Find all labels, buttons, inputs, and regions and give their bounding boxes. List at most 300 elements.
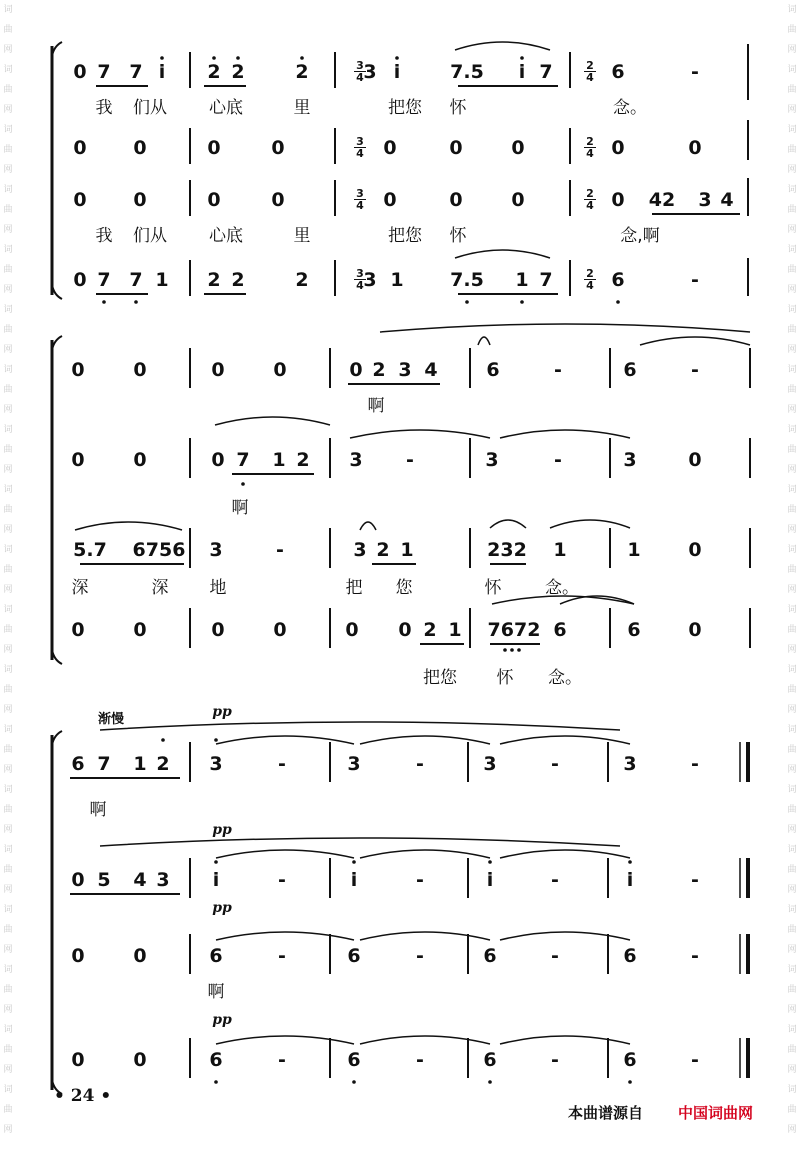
watermark-glyph: 词 [3,485,13,495]
watermark-glyph: 词 [3,845,13,855]
rest-note: 0 [71,945,85,967]
watermark-glyph: 曲 [787,325,797,335]
watermark-glyph: 网 [3,945,13,955]
watermark-glyph: 网 [3,405,13,415]
sustain-dash: - [691,1049,699,1071]
jianpu-note: 3 [209,539,223,561]
sustain-dash: - [276,539,284,561]
rest-note: 0 [71,869,85,891]
time-signature: 2 4 [584,268,596,291]
rest-note: 0 [133,189,147,211]
rest-note: 0 [273,619,287,641]
watermark-glyph: 网 [787,465,797,475]
rest-note: 0 [688,137,702,159]
rest-note: 0 [207,189,221,211]
watermark-glyph: 词 [3,725,13,735]
rest-note: 0 [383,189,397,211]
lyric: 里 [293,98,311,118]
watermark-glyph: 网 [787,1065,797,1075]
slur [75,522,182,530]
rest-note: 0 [688,449,702,471]
watermark-glyph: 词 [3,365,13,375]
lyric: 心底 [209,226,243,246]
sustain-dash: - [551,869,559,891]
lyric: 怀 [484,578,502,598]
bracket-hook [52,42,62,56]
watermark-glyph: 词 [3,65,13,75]
sustain-dash: - [551,1049,559,1071]
sustain-dash: - [416,945,424,967]
watermark-glyph: 网 [3,525,13,535]
watermark-glyph: 词 [3,605,13,615]
jianpu-note: 7 [539,269,553,291]
dynamic-pp: pp [212,1012,232,1028]
jianpu-note: 6 [347,945,361,967]
rest-note: 0 [71,1049,85,1071]
watermark-glyph: 词 [787,185,797,195]
watermark-glyph: 词 [787,905,797,915]
rest-note: 0 [211,449,225,471]
jianpu-note: 6 [623,359,637,381]
sustain-dash: - [416,869,424,891]
rest-note: 0 [345,619,359,641]
octave-dot [616,300,620,304]
page-number: • 24 • [54,1086,112,1106]
rest-note: 0 [133,137,147,159]
rest-note: 0 [133,449,147,471]
sustain-dash: - [278,869,286,891]
watermark-glyph: 网 [3,705,13,715]
jianpu-note: 3 [623,753,637,775]
watermark-glyph: 曲 [787,505,797,515]
sustain-dash: - [691,945,699,967]
watermark-glyph: 曲 [787,25,797,35]
sustain-dash: - [278,753,286,775]
source-site-link[interactable]: 中国词曲网 [678,1104,754,1122]
watermark-glyph: 网 [787,585,797,595]
watermark-glyph: 网 [3,345,13,355]
slur [500,850,630,858]
watermark-glyph: 曲 [787,745,797,755]
rest-note: 0 [211,619,225,641]
watermark-glyph: 曲 [787,565,797,575]
lyric: 念,啊 [620,226,660,246]
watermark-glyph: 曲 [3,505,13,515]
jianpu-note: 2 [207,61,221,83]
watermark-glyph: 词 [3,185,13,195]
slur [500,932,630,940]
watermark-glyph: 词 [787,725,797,735]
jianpu-note: 1 [553,539,567,561]
watermark-glyph: 网 [787,945,797,955]
jianpu-note: 2 [423,619,437,641]
jianpu-note: 3 [398,359,412,381]
jianpu-note: i [350,869,358,891]
lyric: 怀 [449,98,467,118]
dynamic-pp: pp [212,900,232,916]
lyric: 怀 [449,226,467,246]
octave-dot [520,56,524,60]
watermark-glyph: 曲 [3,445,13,455]
jianpu-note: i [486,869,494,891]
watermark-glyph: 网 [787,345,797,355]
slur [455,42,550,50]
octave-dot [488,1080,492,1084]
watermark-glyph: 曲 [787,625,797,635]
jianpu-note: 7672 [487,619,541,641]
slur [360,850,490,858]
watermark-glyph: 网 [787,405,797,415]
lyric: 把您 [388,226,422,246]
jianpu-note: 2 [207,269,221,291]
octave-dot [503,648,507,652]
rest-note: 0 [211,359,225,381]
sustain-dash: - [691,359,699,381]
watermark-glyph: 网 [787,765,797,775]
slur [478,337,490,345]
watermark-glyph: 曲 [3,565,13,575]
jianpu-note: 1 [448,619,462,641]
slur [490,520,526,528]
jianpu-note: 6756 [132,539,186,561]
jianpu-note: 2 [231,269,245,291]
watermark-glyph: 网 [3,885,13,895]
slur [100,722,620,730]
lyric: 我 [95,98,113,118]
rest-note: 0 [271,137,285,159]
watermark-glyph: 曲 [787,385,797,395]
slur [216,850,354,858]
watermark-glyph: 词 [787,125,797,135]
rest-note: 0 [511,137,525,159]
watermark-glyph: 曲 [3,685,13,695]
lyric: 心底 [209,98,243,118]
watermark-glyph: 网 [3,1125,13,1135]
lyric: 念。 [548,668,582,688]
watermark-glyph: 网 [787,885,797,895]
slur [100,838,620,846]
jianpu-note: 3 [209,753,223,775]
sustain-dash: - [691,269,699,291]
sustain-dash: - [278,945,286,967]
watermark-glyph: 网 [3,645,13,655]
jianpu-note: 6 [553,619,567,641]
jianpu-note: 1 [272,449,286,471]
watermark-glyph: 曲 [3,805,13,815]
rest-note: 0 [73,269,87,291]
jianpu-note: 4 [133,869,147,891]
watermark-glyph: 词 [3,905,13,915]
time-signature: 3 4 [354,136,366,159]
sustain-dash: - [554,359,562,381]
rest-note: 0 [271,189,285,211]
jianpu-note: 2 [295,269,309,291]
slur [215,417,330,425]
watermark-glyph: 曲 [3,1105,13,1115]
watermark-glyph: 词 [3,665,13,675]
jianpu-note: 3 [349,449,363,471]
watermark-glyph: 网 [787,45,797,55]
octave-dot [628,1080,632,1084]
time-signature: 3 4 [354,188,366,211]
lyric: 念。 [545,578,579,598]
watermark-glyph: 词 [787,1085,797,1095]
jianpu-note: i [393,61,401,83]
rest-note: 0 [688,619,702,641]
watermark-glyph: 曲 [787,925,797,935]
octave-dot [488,860,492,864]
watermark-glyph: 曲 [3,865,13,875]
jianpu-note: 7 [97,269,111,291]
time-signature: 2 4 [584,136,596,159]
watermark-glyph: 词 [3,965,13,975]
slur [360,1036,490,1044]
jianpu-note: 6 [611,269,625,291]
jianpu-note: 1 [133,753,147,775]
watermark-glyph: 曲 [787,805,797,815]
watermark-glyph: 网 [787,1125,797,1135]
watermark-glyph: 曲 [3,1045,13,1055]
sustain-dash: - [691,869,699,891]
jianpu-note: 6 [347,1049,361,1071]
watermark-glyph: 词 [3,125,13,135]
watermark-glyph: 网 [787,225,797,235]
watermark-glyph: 网 [3,105,13,115]
time-signature: 3 4 [354,60,366,83]
lyric: 深 [151,578,169,598]
watermark-glyph: 网 [3,465,13,475]
slur [360,522,376,530]
tempo-marking: 渐慢 [98,712,125,727]
rest-note: 0 [688,539,702,561]
sustain-dash: - [416,1049,424,1071]
jianpu-note: 3 [363,269,377,291]
slur [500,736,630,744]
jianpu-note: 3 [353,539,367,561]
sustain-dash: - [278,1049,286,1071]
lyrics-row-8: 啊 [207,982,225,1002]
jianpu-note: 7.5 [450,269,484,291]
rest-note: 0 [73,189,87,211]
jianpu-note: 6 [209,1049,223,1071]
watermark-glyph: 网 [3,165,13,175]
rest-note: 0 [133,359,147,381]
time-signature: 2 4 [584,188,596,211]
rest-note: 0 [398,619,412,641]
watermark-glyph: 词 [3,785,13,795]
jianpu-note: 6 [623,1049,637,1071]
lyric: 深 [71,578,89,598]
watermark-glyph: 网 [3,225,13,235]
dynamic-pp: pp [212,704,232,720]
jianpu-note: 2 [372,359,386,381]
slur [216,932,354,940]
watermark-glyph: 词 [787,425,797,435]
watermark-glyph: 曲 [3,625,13,635]
jianpu-note: 1 [155,269,169,291]
jianpu-note: 7 [97,61,111,83]
time-signature: 2 4 [584,60,596,83]
lyric: 我 [95,226,113,246]
octave-dot [236,56,240,60]
rest-note: 0 [133,1049,147,1071]
lyric: 念。 [613,98,647,118]
watermark-glyph: 曲 [787,445,797,455]
lyric: 里 [293,226,311,246]
sustain-dash: - [554,449,562,471]
lyrics-row-7: 啊 [89,800,107,820]
watermark-glyph: 曲 [3,145,13,155]
rest-note: 0 [133,619,147,641]
jianpu-note: 3 [698,189,712,211]
slur [550,520,630,528]
rest-note: 0 [449,189,463,211]
jianpu-note: i [626,869,634,891]
jianpu-note: 6 [483,1049,497,1071]
octave-dot [510,648,514,652]
watermark-glyph: 曲 [787,265,797,275]
octave-dot [214,1080,218,1084]
watermark-glyph: 网 [787,705,797,715]
lyric: 怀 [496,668,514,688]
lyric: 地 [209,578,227,598]
jianpu-note: 4 [424,359,438,381]
jianpu-note: 3 [485,449,499,471]
watermark-glyph: 曲 [3,265,13,275]
jianpu-note: 2 [156,753,170,775]
watermark-glyph: 词 [787,785,797,795]
octave-dot [300,56,304,60]
jianpu-note: 1 [400,539,414,561]
jianpu-note: 7.5 [450,61,484,83]
jianpu-note: i [212,869,220,891]
octave-dot [161,738,165,742]
slur [360,736,490,744]
jianpu-note: 6 [611,61,625,83]
octave-dot [241,482,245,486]
bracket-hook [52,285,62,299]
rest-note: 0 [73,61,87,83]
rest-note: 0 [611,137,625,159]
jianpu-note: 1 [627,539,641,561]
watermark-glyph: 网 [787,825,797,835]
watermark-glyph: 词 [787,665,797,675]
bracket-hook [52,336,62,350]
slur [216,1036,354,1044]
watermark-glyph: 曲 [3,385,13,395]
watermark-glyph: 网 [3,285,13,295]
jianpu-note: 7 [129,61,143,83]
jianpu-note: 6 [209,945,223,967]
jianpu-note: 3 [483,753,497,775]
slur [216,736,354,744]
jianpu-note: 3 [156,869,170,891]
watermark-glyph: 曲 [3,25,13,35]
watermark-glyph: 词 [3,1025,13,1035]
jianpu-note: 6 [71,753,85,775]
watermark-glyph: 词 [3,5,13,15]
watermark-glyph: 网 [3,1065,13,1075]
jianpu-note: 6 [623,945,637,967]
watermark-glyph: 词 [3,245,13,255]
watermark-glyph: 词 [3,425,13,435]
jianpu-note: 3 [347,753,361,775]
source-label: 本曲谱源自 [568,1104,644,1122]
rest-note: 0 [133,945,147,967]
sustain-dash: - [691,753,699,775]
jianpu-note: 7 [129,269,143,291]
jianpu-note: 1 [515,269,529,291]
watermark-glyph: 网 [3,765,13,775]
watermark-glyph: 词 [3,1085,13,1095]
watermark-glyph: 网 [787,285,797,295]
lyric: 们从 [133,226,167,246]
jianpu-note: 42 [648,189,676,211]
jianpu-note: 3 [623,449,637,471]
watermark-glyph: 网 [3,825,13,835]
watermark-glyph: 曲 [3,985,13,995]
bracket-hook [52,650,62,664]
watermark-glyph: 网 [787,165,797,175]
rest-note: 0 [383,137,397,159]
jianpu-note: 2 [295,61,309,83]
lyric: 们从 [133,98,167,118]
lyric: 把您 [423,668,457,688]
sustain-dash: - [551,753,559,775]
jianpu-note: 1 [390,269,404,291]
watermark-glyph: 曲 [787,685,797,695]
watermark-glyph: 词 [787,1025,797,1035]
octave-dot [395,56,399,60]
slur [500,1036,630,1044]
jianpu-note: 5.7 [73,539,107,561]
octave-dot [628,860,632,864]
lyric: 把 [345,578,363,598]
watermark-glyph: 词 [787,605,797,615]
jianpu-note: 6 [627,619,641,641]
jianpu-note: 232 [487,539,527,561]
lyrics-row-3: 啊 [367,396,385,416]
watermark-glyph: 曲 [3,745,13,755]
jianpu-note: 6 [483,945,497,967]
octave-dot [352,860,356,864]
jianpu-note: 2 [231,61,245,83]
watermark-glyph: 曲 [787,1045,797,1055]
watermark-glyph: 曲 [3,85,13,95]
slur [640,337,750,345]
octave-dot [465,300,469,304]
watermark-glyph: 网 [787,525,797,535]
rest-note: 0 [273,359,287,381]
rest-note: 0 [349,359,363,381]
watermark-glyph: 词 [787,485,797,495]
watermark-glyph: 网 [3,45,13,55]
jianpu-note: 7 [539,61,553,83]
watermark-glyph: 曲 [787,1105,797,1115]
slur [360,932,490,940]
rest-note: 0 [73,137,87,159]
watermark-glyph: 词 [787,245,797,255]
jianpu-note: i [518,61,526,83]
rest-note: 0 [71,449,85,471]
watermark-glyph: 词 [3,305,13,315]
jianpu-note: 6 [486,359,500,381]
time-signature: 3 4 [354,268,366,291]
jianpu-note: 7 [97,753,111,775]
watermark-glyph: 网 [3,1005,13,1015]
lyrics-row-4: 啊 [231,498,249,518]
jianpu-note: 7 [236,449,250,471]
